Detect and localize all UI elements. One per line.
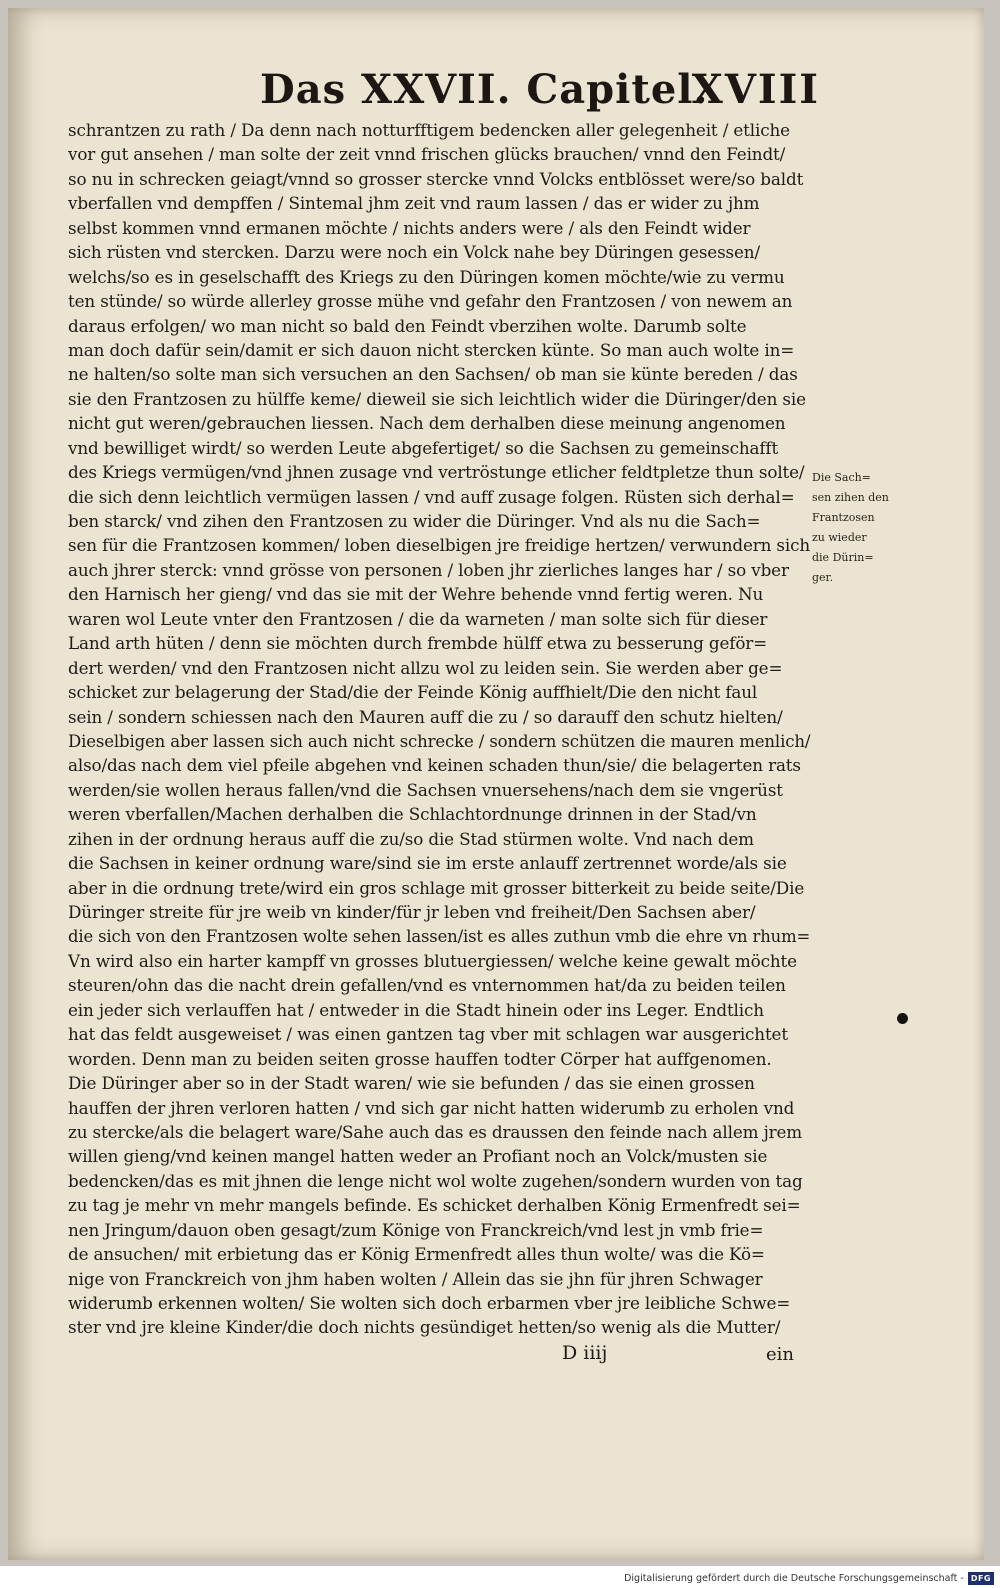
text-line: zu tag je mehr vn mehr mangels befinde. Es schicket derhalben König Ermenfredt sei= — [68, 1195, 801, 1216]
text-line: de ansuchen/ mit erbietung das er König Ermenfredt alles thun wolte/ was die Kö= — [68, 1244, 765, 1265]
text-line: selbst kommen vnnd ermanen möchte / nichts anders were / als den Feindt wider — [68, 217, 751, 238]
text-line: vor gut ansehen / man solte der zeit vnnd frischen glücks brauchen/ vnnd den Feindt/ — [68, 144, 786, 165]
text-line: Die Düringer aber so in der Stadt waren/ wie sie befunden / das sie einen grossen — [68, 1073, 755, 1094]
marginal-note-line: ger. — [812, 571, 834, 584]
margin-dot — [897, 1013, 908, 1024]
text-line: nige von Franckreich von jhm haben wolten / Allein das sie jhn für jhren Schwager — [68, 1268, 763, 1289]
chapter-heading: Das XXVII. Capitel. — [260, 66, 709, 113]
text-line: daraus erfolgen/ wo man nicht so bald den Feindt vberzihen wolte. Darumb solte — [68, 315, 747, 336]
text-line: den Harnisch her gieng/ vnd das sie mit der Wehre behende vnnd fertig weren. Nu — [68, 584, 764, 605]
text-line: nen Jringum/dauon oben gesagt/zum Könige von Franckreich/vnd lest jn vmb frie= — [68, 1219, 764, 1240]
text-line: so nu in schrecken geiagt/vnnd so grosser stercke vnnd Volcks entblösset were/so baldt — [68, 168, 804, 189]
text-line: Land arth hüten / denn sie möchten durch frembde hülff etwa zu besserung geför= — [68, 633, 768, 654]
marginal-note-line: Frantzosen — [812, 511, 875, 524]
text-line: die sich von den Frantzosen wolte sehen lassen/ist es alles zuthun vmb die ehre vn rhum= — [68, 926, 811, 947]
text-line: hauffen der jhren verloren hatten / vnd sich gar nicht hatten widerumb zu erholen vnd — [68, 1097, 795, 1118]
text-line: man doch dafür sein/damit er sich dauon nicht stercken künte. So man auch wolte in= — [68, 339, 795, 360]
folio-number: XVIII — [691, 66, 820, 113]
text-line: ne halten/so solte man sich versuchen an den Sachsen/ ob man sie künte bereden / das — [68, 364, 798, 385]
text-line: sich rüsten vnd stercken. Darzu were noch ein Volck nahe bey Düringen gesessen/ — [68, 242, 760, 263]
text-line: aber in die ordnung trete/wird ein gros schlage mit grosser bitterkeit zu beide seite/Die — [68, 877, 805, 898]
text-line: widerumb erkennen wolten/ Sie wolten sich doch erbarmen vber jre leibliche Schwe= — [68, 1293, 791, 1313]
text-line: Vn wird also ein harter kampff vn grosses blutuergiessen/ welche keine gewalt möchte — [68, 950, 797, 971]
marginal-note-line: sen zihen den — [812, 491, 889, 504]
text-line: sie den Frantzosen zu hülffe keme/ dieweil sie sich leichtlich wider die Düringer/den sie — [68, 388, 806, 409]
text-line: ster vnd jre kleine Kinder/die doch nichts gesündiget hetten/so wenig als die Mutter/ — [68, 1317, 781, 1338]
text-line: ben starck/ vnd zihen den Frantzosen zu wider die Düringer. Vnd als nu die Sach= — [68, 511, 761, 531]
text-line: welchs/so es in geselschafft des Kriegs zu den Düringen komen möchte/wie zu vermu — [68, 266, 785, 287]
text-line: waren wol Leute vnter den Frantzosen / die da warneten / man solte sich für dieser — [68, 608, 768, 629]
text-line: ten stünde/ so würde allerley grosse mühe vnd gefahr den Frantzosen / von newem an — [68, 291, 793, 312]
text-line: zihen in der ordnung heraus auff die zu/so die Stad stürmen wolte. Vnd nach dem — [68, 828, 754, 849]
text-line: schrantzen zu rath / Da denn nach notturfftigem bedencken aller gelegenheit / etliche — [68, 120, 790, 140]
marginal-note-line: Die Sach= — [812, 471, 871, 484]
text-line: weren vberfallen/Machen derhalben die Schlachtordnunge drinnen in der Stad/vn — [68, 804, 757, 825]
text-line: Düringer streite für jre weib vn kinder/für jr leben vnd freiheit/Den Sachsen aber/ — [68, 902, 756, 922]
text-line: vnd bewilliget wirdt/ so werden Leute abgefertiget/ so die Sachsen zu gemeinschafft — [68, 437, 779, 458]
text-line: dert werden/ vnd den Frantzosen nicht allzu wol zu leiden sein. Sie werden aber ge= — [68, 657, 783, 678]
text-line: ein jeder sich verlauffen hat / entweder in die Stadt hinein oder ins Leger. Endtlich — [68, 999, 764, 1020]
text-line: hat das feldt ausgeweiset / was einen gantzen tag vber mit schlagen war ausgerichtet — [68, 1024, 788, 1045]
catchword: ein — [766, 1344, 795, 1365]
text-line: vberfallen vnd dempffen / Sintemal jhm zeit vnd raum lassen / das er wider zu jhm — [68, 193, 760, 214]
marginal-note-line: zu wieder — [812, 531, 867, 544]
text-line: des Kriegs vermügen/vnd jhnen zusage vnd vertröstunge etlicher feldtpletze thun solte/ — [68, 462, 805, 483]
dfg-logo: DFG — [968, 1572, 994, 1585]
text-line: willen gieng/vnd keinen mangel hatten weder an Profiant noch an Volck/musten sie — [68, 1146, 768, 1167]
text-line: bedencken/das es mit jhnen die lenge nicht wol wolte zugehen/sondern wurden von tag — [68, 1170, 803, 1191]
text-line: die sich denn leichtlich vermügen lassen / vnd auff zusage folgen. Rüsten sich derhal= — [68, 486, 795, 507]
text-line: also/das nach dem viel pfeile abgehen vnd keinen schaden thun/sie/ die belagerten rats — [68, 755, 801, 776]
marginal-note-line: die Dürin= — [812, 551, 874, 564]
marginal-note — [812, 468, 906, 588]
text-line: auch jhrer sterck: vnnd grösse von personen / loben jhr zierliches langes har / so vber — [68, 559, 789, 580]
digitization-credit — [624, 1571, 994, 1585]
text-line: sein / sondern schiessen nach den Mauren auff die zu / so darauff den schutz hielten/ — [68, 706, 783, 727]
text-line: sen für die Frantzosen kommen/ loben dieselbigen jre freidige hertzen/ verwundern sich — [68, 535, 810, 556]
signature-mark: D iiij — [562, 1342, 608, 1364]
body-text — [68, 118, 810, 1340]
text-line: zu stercke/als die belagert ware/Sahe auch das es draussen den feinde nach allem jrem — [68, 1121, 803, 1142]
running-head — [260, 60, 820, 122]
text-line: nicht gut weren/gebrauchen liessen. Nach dem derhalben diese meinung angenomen — [68, 413, 786, 434]
text-line: werden/sie wollen heraus fallen/vnd die Sachsen vnuersehens/nach dem sie vngerüst — [68, 779, 783, 800]
text-line: Dieselbigen aber lassen sich auch nicht schrecke / sondern schützen die mauren menlich/ — [68, 730, 811, 751]
credit-text: Digitalisierung gefördert durch die Deutsche Forschungsgemeinschaft - — [624, 1572, 964, 1584]
text-line: steuren/ohn das die nacht drein gefallen/vnd es vnternommen hat/da zu beiden teilen — [68, 975, 786, 996]
text-line: worden. Denn man zu beiden seiten grosse hauffen todter Cörper hat auffgenomen. — [68, 1048, 772, 1069]
text-line: die Sachsen in keiner ordnung ware/sind sie im erste anlauff zertrennet worde/als sie — [68, 853, 787, 874]
text-line: schicket zur belagerung der Stad/die der Feinde König auffhielt/Die den nicht faul — [68, 682, 758, 703]
